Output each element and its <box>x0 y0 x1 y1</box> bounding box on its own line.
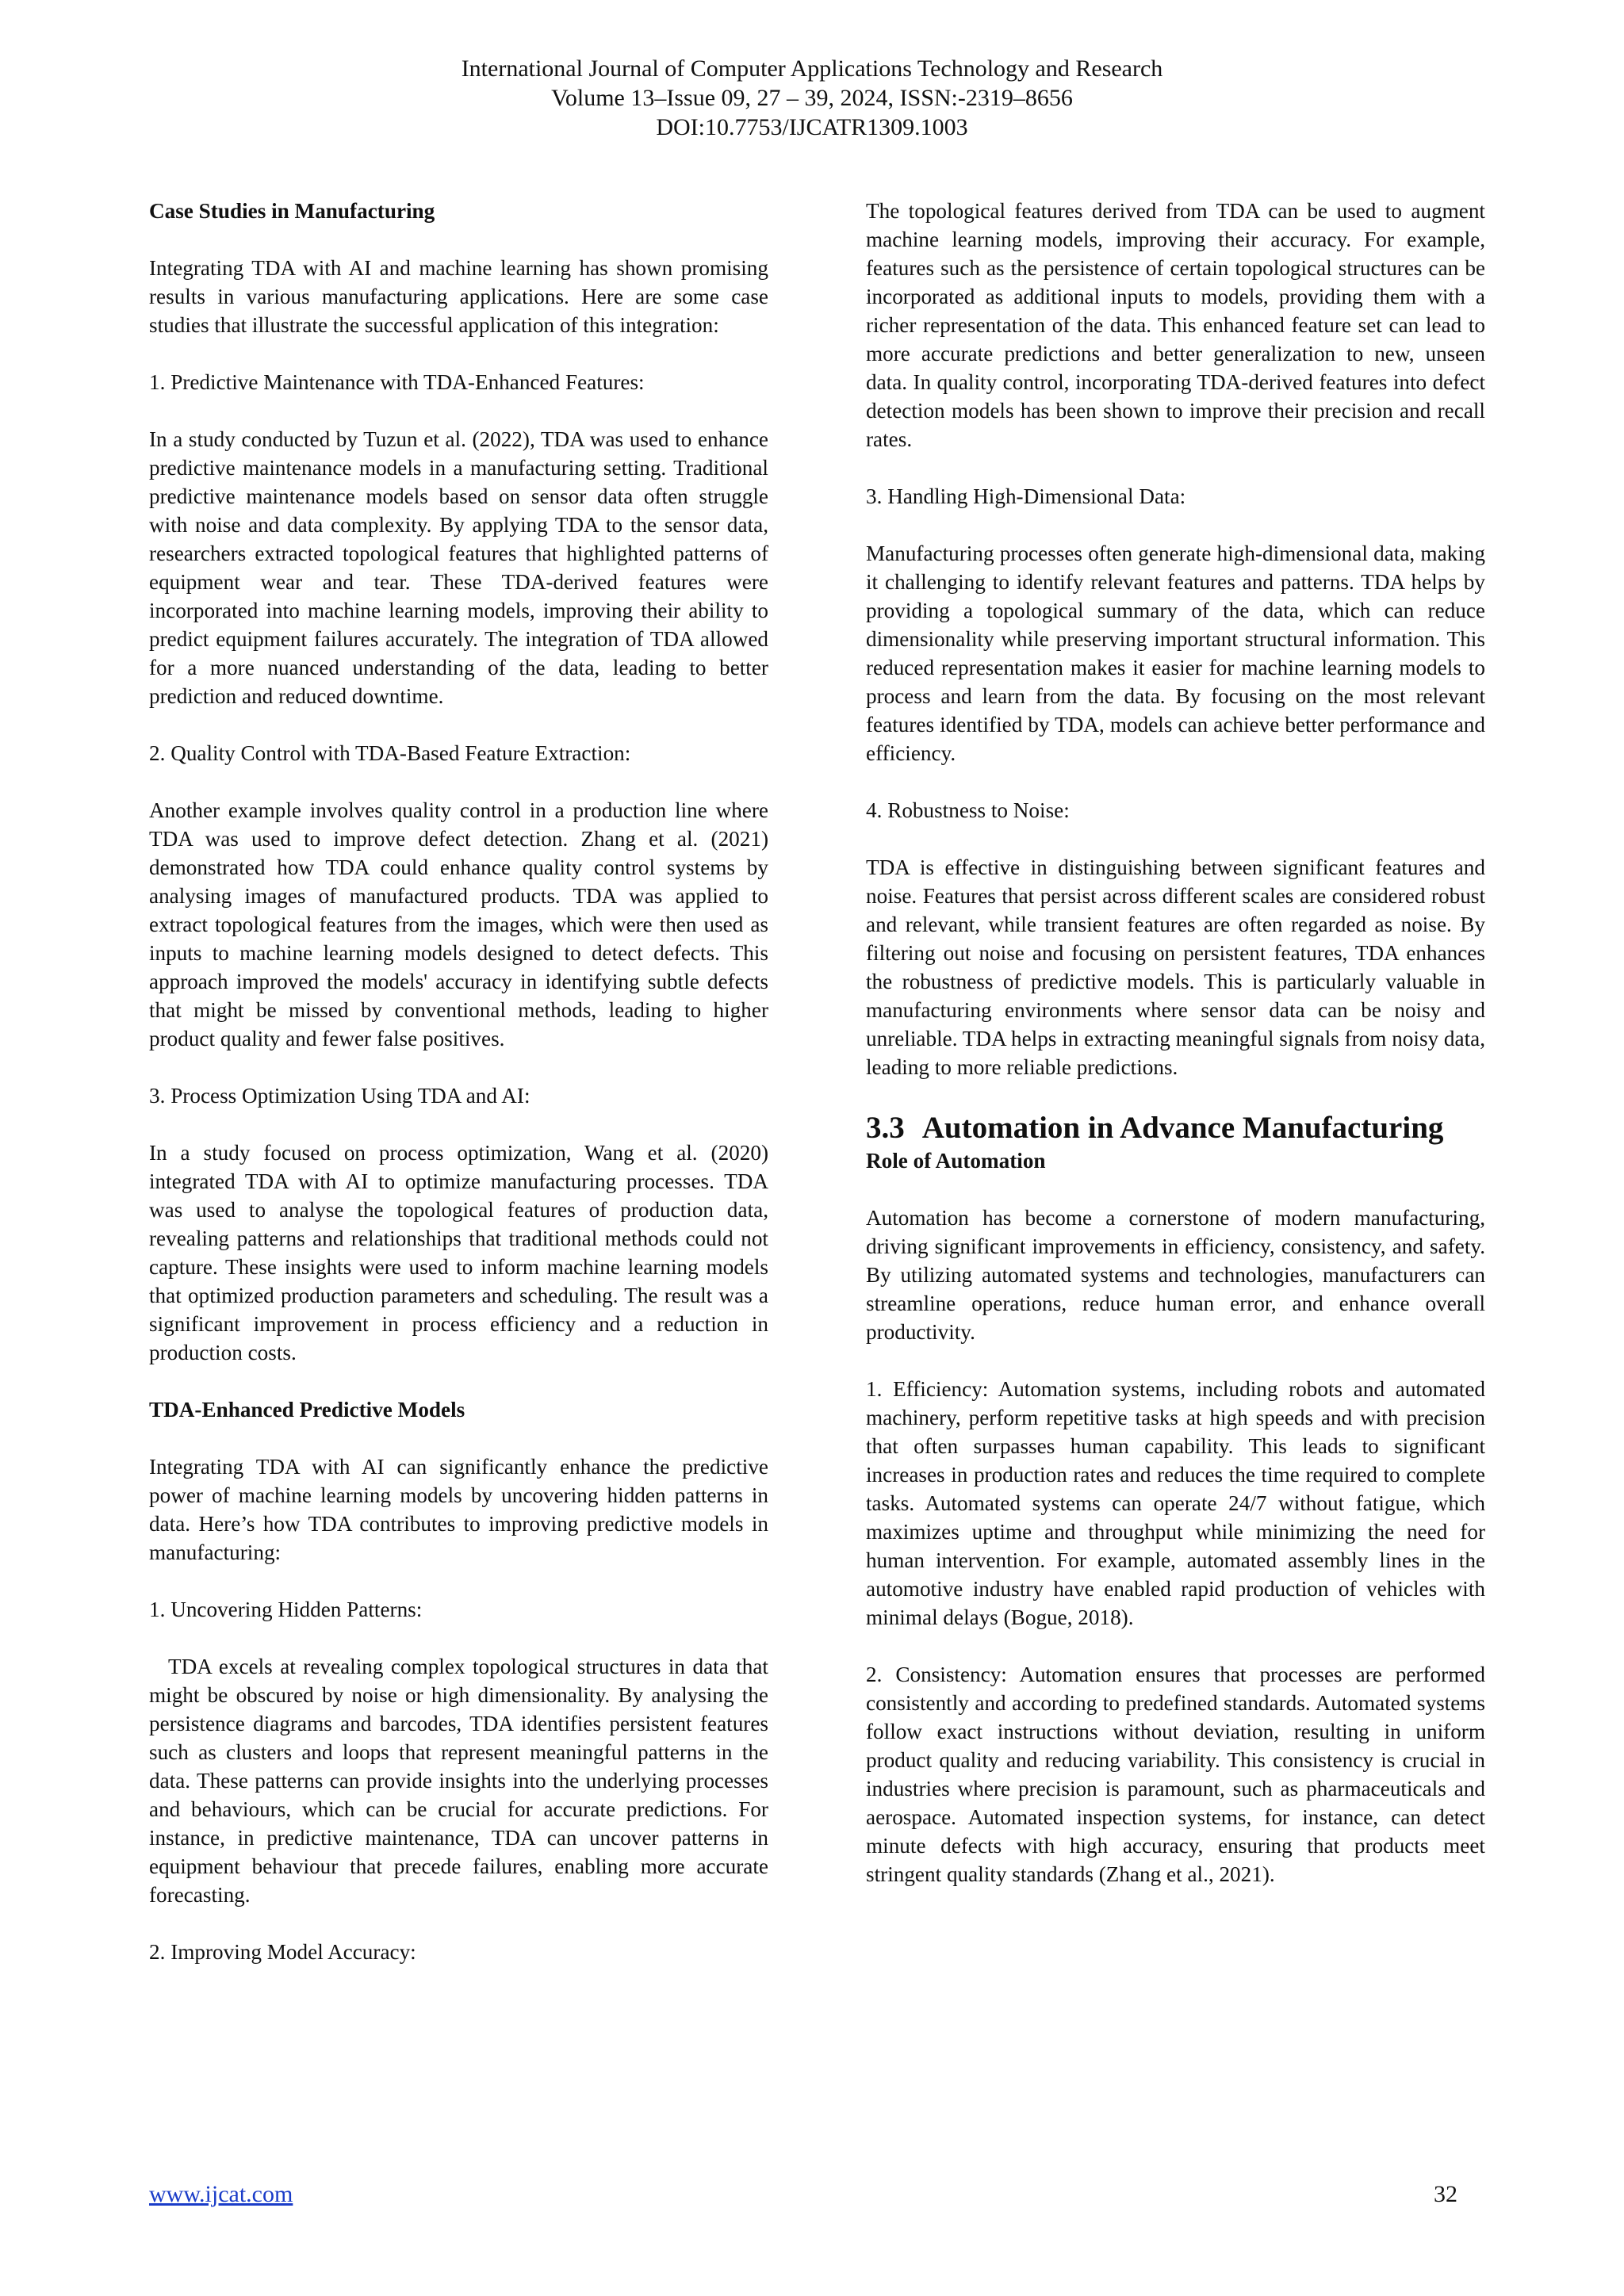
noise-robustness-body: TDA is effective in distinguishing between significant features and noise. Features that persist across different scales are considered robust and relevant, while transient features are often regarded as noise. By filtering out noise and focusing on persistent features, TDA enhances the robustness of predictive models. This is particularly valuable in manufacturing environments where sensor data can be noisy and unreliable. TDA helps in extracting meaningful signals from noisy data, leading to more reliable predictions. <box>866 855 1485 1079</box>
predictive-models-heading: TDA-Enhanced Predictive Models <box>149 1398 465 1422</box>
case-study-2-title: 2. Quality Control with TDA-Based Feature Extraction: <box>149 741 631 765</box>
automation-consistency: 2. Consistency: Automation ensures that processes are performed consistently and according to predefined standards. Automated systems follow exact instructions without deviation, resulting in uniform product quality and reducing variability. This consistency is crucial in industries where precision is paramount, such as pharmaceuticals and aerospace. Automated inspection systems, for instance, can detect minute defects with high accuracy, ensuring that products meet stringent quality standards (Zhang et al., 2021). <box>866 1663 1485 1886</box>
section-number: 3.3 <box>866 1111 905 1145</box>
high-dimensional-body: Manufacturing processes often generate high-dimensional data, making it challenging to identify relevant features and patterns. TDA helps by providing a topological summary of the data, which can reduce dimensionality while preserving important structural information. This reduced representation makes it easier for machine learning models to process and learn from the data. By focusing on the most relevant features identified by TDA, models can achieve better performance and efficiency. <box>866 541 1485 765</box>
case-study-3-body: In a study focused on process optimization, Wang et al. (2020) integrated TDA with AI to optimize manufacturing processes. TDA was used to analyse the topological features of production data, revealing patterns and relationships that traditional methods could not capture. These insights were used to inform machine learning models that optimized production parameters and scheduling. The result was a significant improvement in process efficiency and a reduction in production costs. <box>149 1141 768 1364</box>
journal-website-link[interactable]: www.ijcat.com <box>149 2181 293 2207</box>
journal-header <box>0 54 1624 142</box>
case-study-2-body: Another example involves quality control in a production line where TDA was used to improve defect detection. Zhang et al. (2021) demonstrated how TDA could enhance quality control systems by analysing images of manufactured products. TDA was applied to extract topological features from the images, which were then used as inputs to machine learning models designed to detect defects. This approach improved the models' accuracy in identifying subtle defects that might be missed by conventional methods, leading to higher product quality and fewer false positives. <box>149 798 768 1050</box>
automation-efficiency: 1. Efficiency: Automation systems, including robots and automated machinery, perform repetitive tasks at high speeds and with precision that often surpasses human capability. This leads to significant increases in production rates and reduces the time required to complete tasks. Automated systems can operate 24/7 without fatigue, which maximizes uptime and throughput while minimizing the need for human intervention. For example, automated assembly lines in the automotive industry have enabled rapid production of vehicles with minimal delays (Bogue, 2018). <box>866 1377 1485 1629</box>
right-column <box>866 197 1485 1917</box>
case-studies-heading: Case Studies in Manufacturing <box>149 199 435 223</box>
left-column <box>149 197 768 1995</box>
page-number: 32 <box>1434 2181 1457 2207</box>
section-title: Automation in Advance Manufacturing <box>921 1111 1444 1145</box>
journal-doi: DOI:10.7753/IJCATR1309.1003 <box>656 114 968 140</box>
case-study-1-body: In a study conducted by Tuzun et al. (2022), TDA was used to enhance predictive maintenance models in a manufacturing setting. Traditional predictive maintenance models based on sensor data often struggle with noise and data complexity. By applying TDA to the sensor data, researchers extracted topological features that highlighted patterns of equipment wear and tear. These TDA-derived features were incorporated into machine learning models, improving their ability to predict equipment failures accurately. The integration of TDA allowed for a more nuanced understanding of the data, leading to better prediction and reduced downtime. <box>149 427 768 708</box>
high-dimensional-title: 3. Handling High-Dimensional Data: <box>866 484 1186 508</box>
role-of-automation-intro: Automation has become a cornerstone of modern manufacturing, driving significant improvements in efficiency, consistency, and safety. By utilizing automated systems and technologies, manufacturers can streamline operations, reduce human error, and enhance overall productivity. <box>866 1206 1485 1344</box>
journal-volume: Volume 13–Issue 09, 27 – 39, 2024, ISSN:-2319–8656 <box>551 85 1073 111</box>
hidden-patterns-title: 1. Uncovering Hidden Patterns: <box>149 1598 423 1621</box>
case-study-1-title: 1. Predictive Maintenance with TDA-Enhanced Features: <box>149 370 645 394</box>
predictive-models-intro: Integrating TDA with AI can significantly enhance the predictive power of machine learning models by uncovering hidden patterns in data. Here’s how TDA contributes to improving predictive models in manufacturing: <box>149 1455 768 1564</box>
model-accuracy-body: The topological features derived from TDA can be used to augment machine learning models, improving their accuracy. For example, features such as the persistence of certain topological structures can be incorporated as additional inputs to models, providing them with a richer representation of the data. This enhanced feature set can lead to more accurate predictions and better generalization to new, unseen data. In quality control, incorporating TDA-derived features into defect detection models has been shown to improve their precision and recall rates. <box>866 199 1485 451</box>
model-accuracy-title: 2. Improving Model Accuracy: <box>149 1940 416 1964</box>
section-heading <box>866 1110 1485 1146</box>
noise-robustness-title: 4. Robustness to Noise: <box>866 798 1070 822</box>
role-of-automation-heading: Role of Automation <box>866 1149 1046 1173</box>
case-study-3-title: 3. Process Optimization Using TDA and AI: <box>149 1084 530 1108</box>
hidden-patterns-body: TDA excels at revealing complex topological structures in data that might be obscured by noise or high dimensionality. By analysing the persistence diagrams and barcodes, TDA identifies persistent features such as clusters and loops that represent meaningful patterns in the data. These patterns can provide insights into the underlying processes and behaviours, which can be crucial for accurate predictions. For instance, in predictive maintenance, TDA can uncover patterns in equipment behaviour that precede failures, enabling more accurate forecasting. <box>149 1655 768 1907</box>
case-studies-intro: Integrating TDA with AI and machine learning has shown promising results in various manufacturing applications. Here are some case studies that illustrate the successful application of this integration: <box>149 256 768 337</box>
journal-title: International Journal of Computer Applications Technology and Research <box>461 55 1163 82</box>
